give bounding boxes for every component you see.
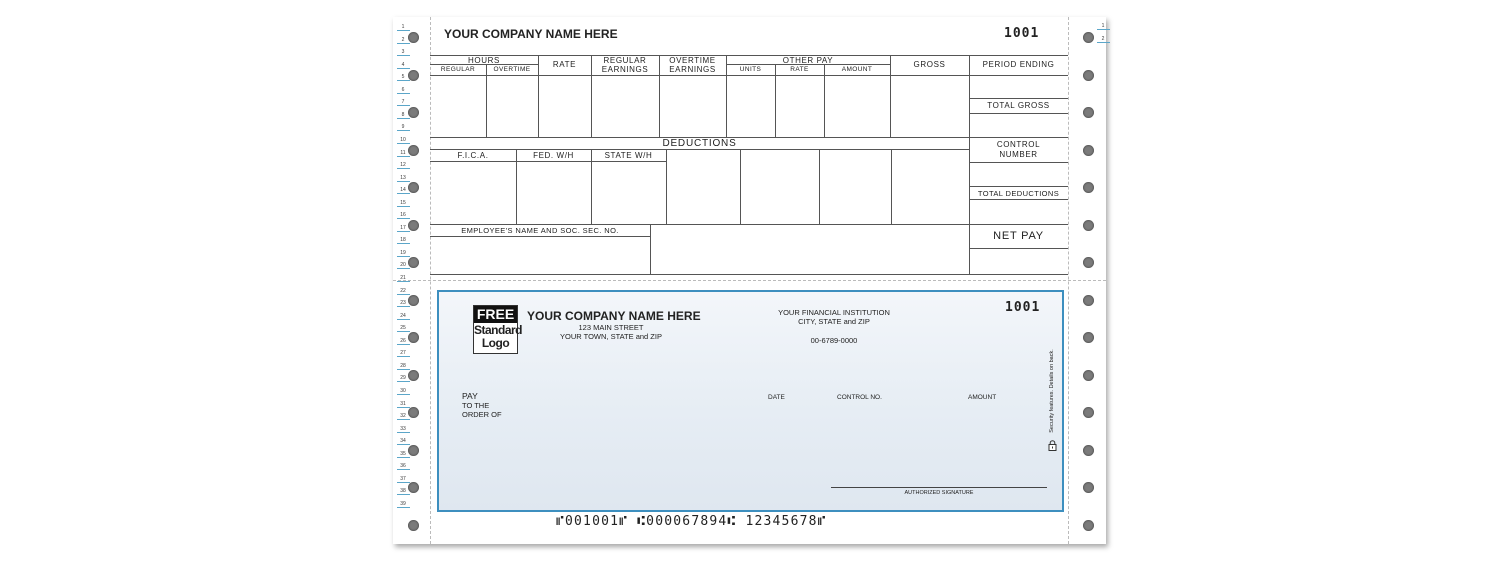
deductions-header: DEDUCTIONS: [662, 138, 737, 149]
amount-label: AMOUNT: [968, 394, 997, 401]
right-line-number: 2: [1096, 36, 1110, 42]
rate-header: RATE: [552, 60, 577, 69]
margin-line-number: 10: [396, 137, 410, 143]
units-header: UNITS: [739, 66, 762, 73]
tractor-hole: [408, 370, 419, 381]
regular-earnings-header-line2: EARNINGS: [601, 65, 649, 74]
margin-line-number: 32: [396, 413, 410, 419]
tractor-hole: [1083, 70, 1094, 81]
other-rate-header: RATE: [790, 66, 809, 73]
gross-header: GROSS: [913, 60, 946, 69]
margin-line-number: 14: [396, 187, 410, 193]
micr-line: ⑈001001⑈ ⑆000067894⑆ 12345678⑈: [556, 514, 827, 529]
tractor-hole: [408, 295, 419, 306]
tractor-hole: [1083, 257, 1094, 268]
date-label: DATE: [768, 394, 785, 401]
margin-line-number: 7: [396, 99, 410, 105]
tractor-hole: [408, 107, 419, 118]
margin-line-number: 2: [396, 37, 410, 43]
tractor-hole: [1083, 107, 1094, 118]
routing-fraction: 00-6789-0000: [810, 336, 858, 345]
margin-line-number: 6: [396, 87, 410, 93]
tractor-hole: [1083, 145, 1094, 156]
margin-line-number: 9: [396, 124, 410, 130]
tractor-hole: [408, 257, 419, 268]
tractor-hole: [1083, 445, 1094, 456]
other-pay-header: OTHER PAY: [782, 56, 834, 65]
check-number: 1001: [1005, 300, 1041, 315]
hours-header: HOURS: [468, 56, 500, 65]
margin-line-number: 4: [396, 62, 410, 68]
logo-placeholder: [473, 305, 523, 354]
margin-line-number: 37: [396, 476, 410, 482]
margin-line-number: 35: [396, 451, 410, 457]
company-address-line1: 123 MAIN STREET: [578, 323, 644, 332]
tractor-hole: [408, 145, 419, 156]
logo-logo-text: Logo: [481, 336, 510, 350]
margin-line-number: 8: [396, 112, 410, 118]
tractor-hole: [408, 32, 419, 43]
margin-line-number: 5: [396, 74, 410, 80]
padlock-icon: [1048, 438, 1057, 456]
order-of-label: ORDER OF: [462, 410, 502, 419]
logo-free-text: FREE: [474, 306, 517, 323]
net-pay-header: NET PAY: [993, 230, 1044, 242]
margin-line-number: 30: [396, 388, 410, 394]
margin-line-number: 17: [396, 225, 410, 231]
margin-line-number: 33: [396, 426, 410, 432]
margin-line-number: 11: [396, 150, 410, 156]
margin-line-number: 19: [396, 250, 410, 256]
margin-line-number: 16: [396, 212, 410, 218]
margin-line-number: 38: [396, 488, 410, 494]
overtime-earnings-header: OVERTIME: [669, 56, 716, 65]
stub-company-name: YOUR COMPANY NAME HERE: [444, 27, 618, 41]
logo-standard-text: Standard: [474, 323, 523, 337]
security-features-note: Security features. Details on back.: [1049, 349, 1055, 433]
stub-check-number: 1001: [1004, 26, 1040, 41]
tractor-hole: [1083, 482, 1094, 493]
company-address-line2: YOUR TOWN, STATE and ZIP: [560, 332, 662, 341]
bank-city-state-zip: CITY, STATE and ZIP: [798, 317, 870, 326]
margin-line-number: 26: [396, 338, 410, 344]
overtime-earnings-header-line2: EARNINGS: [669, 65, 716, 74]
margin-line-number: 21: [396, 275, 410, 281]
margin-line-number: 24: [396, 313, 410, 319]
total-gross-header: TOTAL GROSS: [987, 101, 1050, 110]
tractor-hole: [1083, 332, 1094, 343]
margin-line-number: 28: [396, 363, 410, 369]
tractor-hole: [1083, 220, 1094, 231]
to-the-label: TO THE: [462, 401, 490, 410]
margin-line-number: 25: [396, 325, 410, 331]
bank-name: YOUR FINANCIAL INSTITUTION: [778, 308, 890, 317]
signature-line: [831, 487, 1047, 488]
stub-check-perforation: [393, 280, 1106, 281]
right-line-number: 1: [1096, 23, 1110, 29]
tractor-hole: [408, 332, 419, 343]
pay-label: PAY: [462, 391, 478, 401]
tractor-hole: [408, 520, 419, 531]
margin-line-number: 31: [396, 401, 410, 407]
check-body: [437, 290, 1064, 512]
tractor-hole: [1083, 407, 1094, 418]
overtime-hours-header: OVERTIME: [493, 66, 531, 73]
regular-hours-header: REGULAR: [440, 66, 476, 73]
tractor-hole: [408, 182, 419, 193]
margin-line-number: 23: [396, 300, 410, 306]
authorized-signature-label: AUTHORIZED SIGNATURE: [904, 490, 974, 496]
margin-line-number: 22: [396, 288, 410, 294]
margin-line-number: 3: [396, 49, 410, 55]
tractor-hole: [1083, 295, 1094, 306]
margin-line-number: 1: [396, 24, 410, 30]
margin-line-number: 27: [396, 350, 410, 356]
regular-earnings-header: REGULAR: [603, 56, 647, 65]
margin-line-number: 12: [396, 162, 410, 168]
control-number-header: CONTROL: [996, 140, 1041, 149]
margin-line-number: 18: [396, 237, 410, 243]
margin-line-number: 29: [396, 375, 410, 381]
tractor-hole: [1083, 370, 1094, 381]
tractor-hole: [1083, 32, 1094, 43]
control-no-label: CONTROL NO.: [837, 394, 882, 401]
fed-wh-header: FED. W/H: [533, 151, 574, 160]
continuous-payroll-check-form: [393, 17, 1106, 544]
fica-header: F.I.C.A.: [457, 151, 489, 160]
margin-line-number: 39: [396, 501, 410, 507]
tractor-hole: [408, 407, 419, 418]
tractor-hole: [408, 445, 419, 456]
period-ending-header: PERIOD ENDING: [982, 60, 1055, 69]
total-deductions-header: TOTAL DEDUCTIONS: [977, 189, 1060, 198]
tractor-hole: [1083, 520, 1094, 531]
margin-line-number: 15: [396, 200, 410, 206]
tractor-hole: [408, 70, 419, 81]
margin-line-number: 13: [396, 175, 410, 181]
tractor-hole: [1083, 182, 1094, 193]
employee-name-header: EMPLOYEE'S NAME AND SOC. SEC. NO.: [461, 226, 619, 235]
check-company-name: YOUR COMPANY NAME HERE: [527, 309, 701, 323]
state-wh-header: STATE W/H: [604, 151, 653, 160]
control-number-header-line2: NUMBER: [999, 150, 1038, 159]
other-amount-header: AMOUNT: [841, 66, 873, 73]
tractor-hole: [408, 220, 419, 231]
margin-line-number: 20: [396, 262, 410, 268]
tractor-hole: [408, 482, 419, 493]
margin-line-number: 34: [396, 438, 410, 444]
margin-line-number: 36: [396, 463, 410, 469]
